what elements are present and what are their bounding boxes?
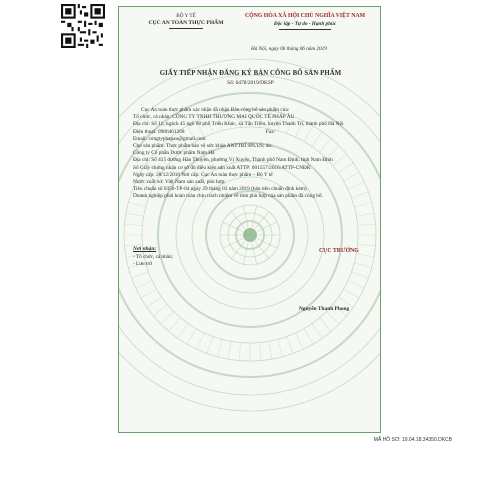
issue-dateline: Hà Nội, ngày 06 tháng 06 năm 2019 [251, 46, 327, 52]
signatory-role: CỤC TRƯỞNG [319, 248, 359, 254]
motto-underline [279, 29, 331, 30]
signatory-name: Nguyễn Thanh Phong [299, 306, 350, 312]
national-motto: Độc lập - Tự do - Hạnh phúc [273, 21, 337, 27]
body-manufacturer-address: Địa chỉ: Số 415 đường Hàn Thuyên, phường Vị Xuyên, Thành phố Nam Định, tỉnh Nam Định [133, 157, 333, 164]
dossier-code: MÃ HỒ SƠ: 19.04.18.34350.DKCB [373, 437, 452, 443]
body-email: Email: congtyphapau@gmail.com [133, 135, 206, 142]
certificate-number: Số: 6478/2019/DKSP [227, 80, 274, 86]
body-phone: Điện thoại: 0986461268 [133, 128, 185, 135]
qr-code-icon [61, 4, 105, 48]
body-organization: Tổ chức, cá nhân: CÔNG TY TNHH THƯƠNG MẠI QUỐC TẾ PHÁP ÂU [133, 114, 295, 121]
body-organization-address: Địa chỉ: Số 11, ngách 45 ngõ 68 phố Triều Khúc, xã Tân Triều, huyện Thanh Trì, thành phố Hà Nội [133, 121, 344, 128]
body-issue-info: Ngày cấp: 28/12/2016 Nơi cấp: Cục An toàn thực phẩm – Bộ Y tế [133, 171, 273, 178]
agency-department: CỤC AN TOÀN THỰC PHẨM [148, 20, 224, 26]
body-intro: Cục An toàn thực phẩm xác nhận đã nhận Bản công bố sản phẩm của: [141, 107, 290, 113]
certificate-body [133, 107, 373, 201]
body-fax: Fax: [265, 128, 276, 135]
agency-underline [169, 28, 203, 29]
body-origin: Nước xuất xứ: Việt Nam sản xuất, phù hợp: [133, 179, 226, 186]
recipients-title: Nơi nhận: [133, 246, 157, 252]
document-title: GIẤY TIẾP NHẬN ĐĂNG KÝ BẢN CÔNG BỐ SẢN PHẨM [159, 70, 342, 77]
certificate-sheet [118, 6, 381, 433]
body-facility-certificate: Số Giấy chứng nhận cơ sở đủ điều kiện sản xuất ATTP: 001557/2016/ATTP-CNĐK [133, 164, 311, 171]
recipient-item: - Tổ chức, cá nhân; [133, 254, 174, 260]
agency-ministry: BỘ Y TẾ [176, 13, 196, 19]
body-product: Cho sản phẩm: Thực phẩm bảo vệ sức khỏe ANTTRĨ 9PLUS; do: [133, 143, 273, 150]
body-standard: Tiêu chuẩn số 0350-TP-04 ngày 29 tháng 03 năm 2019 (bản tiêu chuẩn đính kèm) [133, 186, 307, 193]
body-contact [133, 129, 373, 136]
body-manufacturer: Công ty Cổ phần Dược phẩm Nam Hà [133, 150, 215, 157]
recipient-item: - Lưu trữ [133, 261, 152, 267]
body-responsibility: Doanh nghiệp phải hoàn toàn chịu trách nhiệm về tính phù hợp của sản phẩm đã công bố. [133, 193, 323, 200]
national-title: CỘNG HÒA XÃ HỘI CHỦ NGHĨA VIỆT NAM [244, 13, 366, 19]
